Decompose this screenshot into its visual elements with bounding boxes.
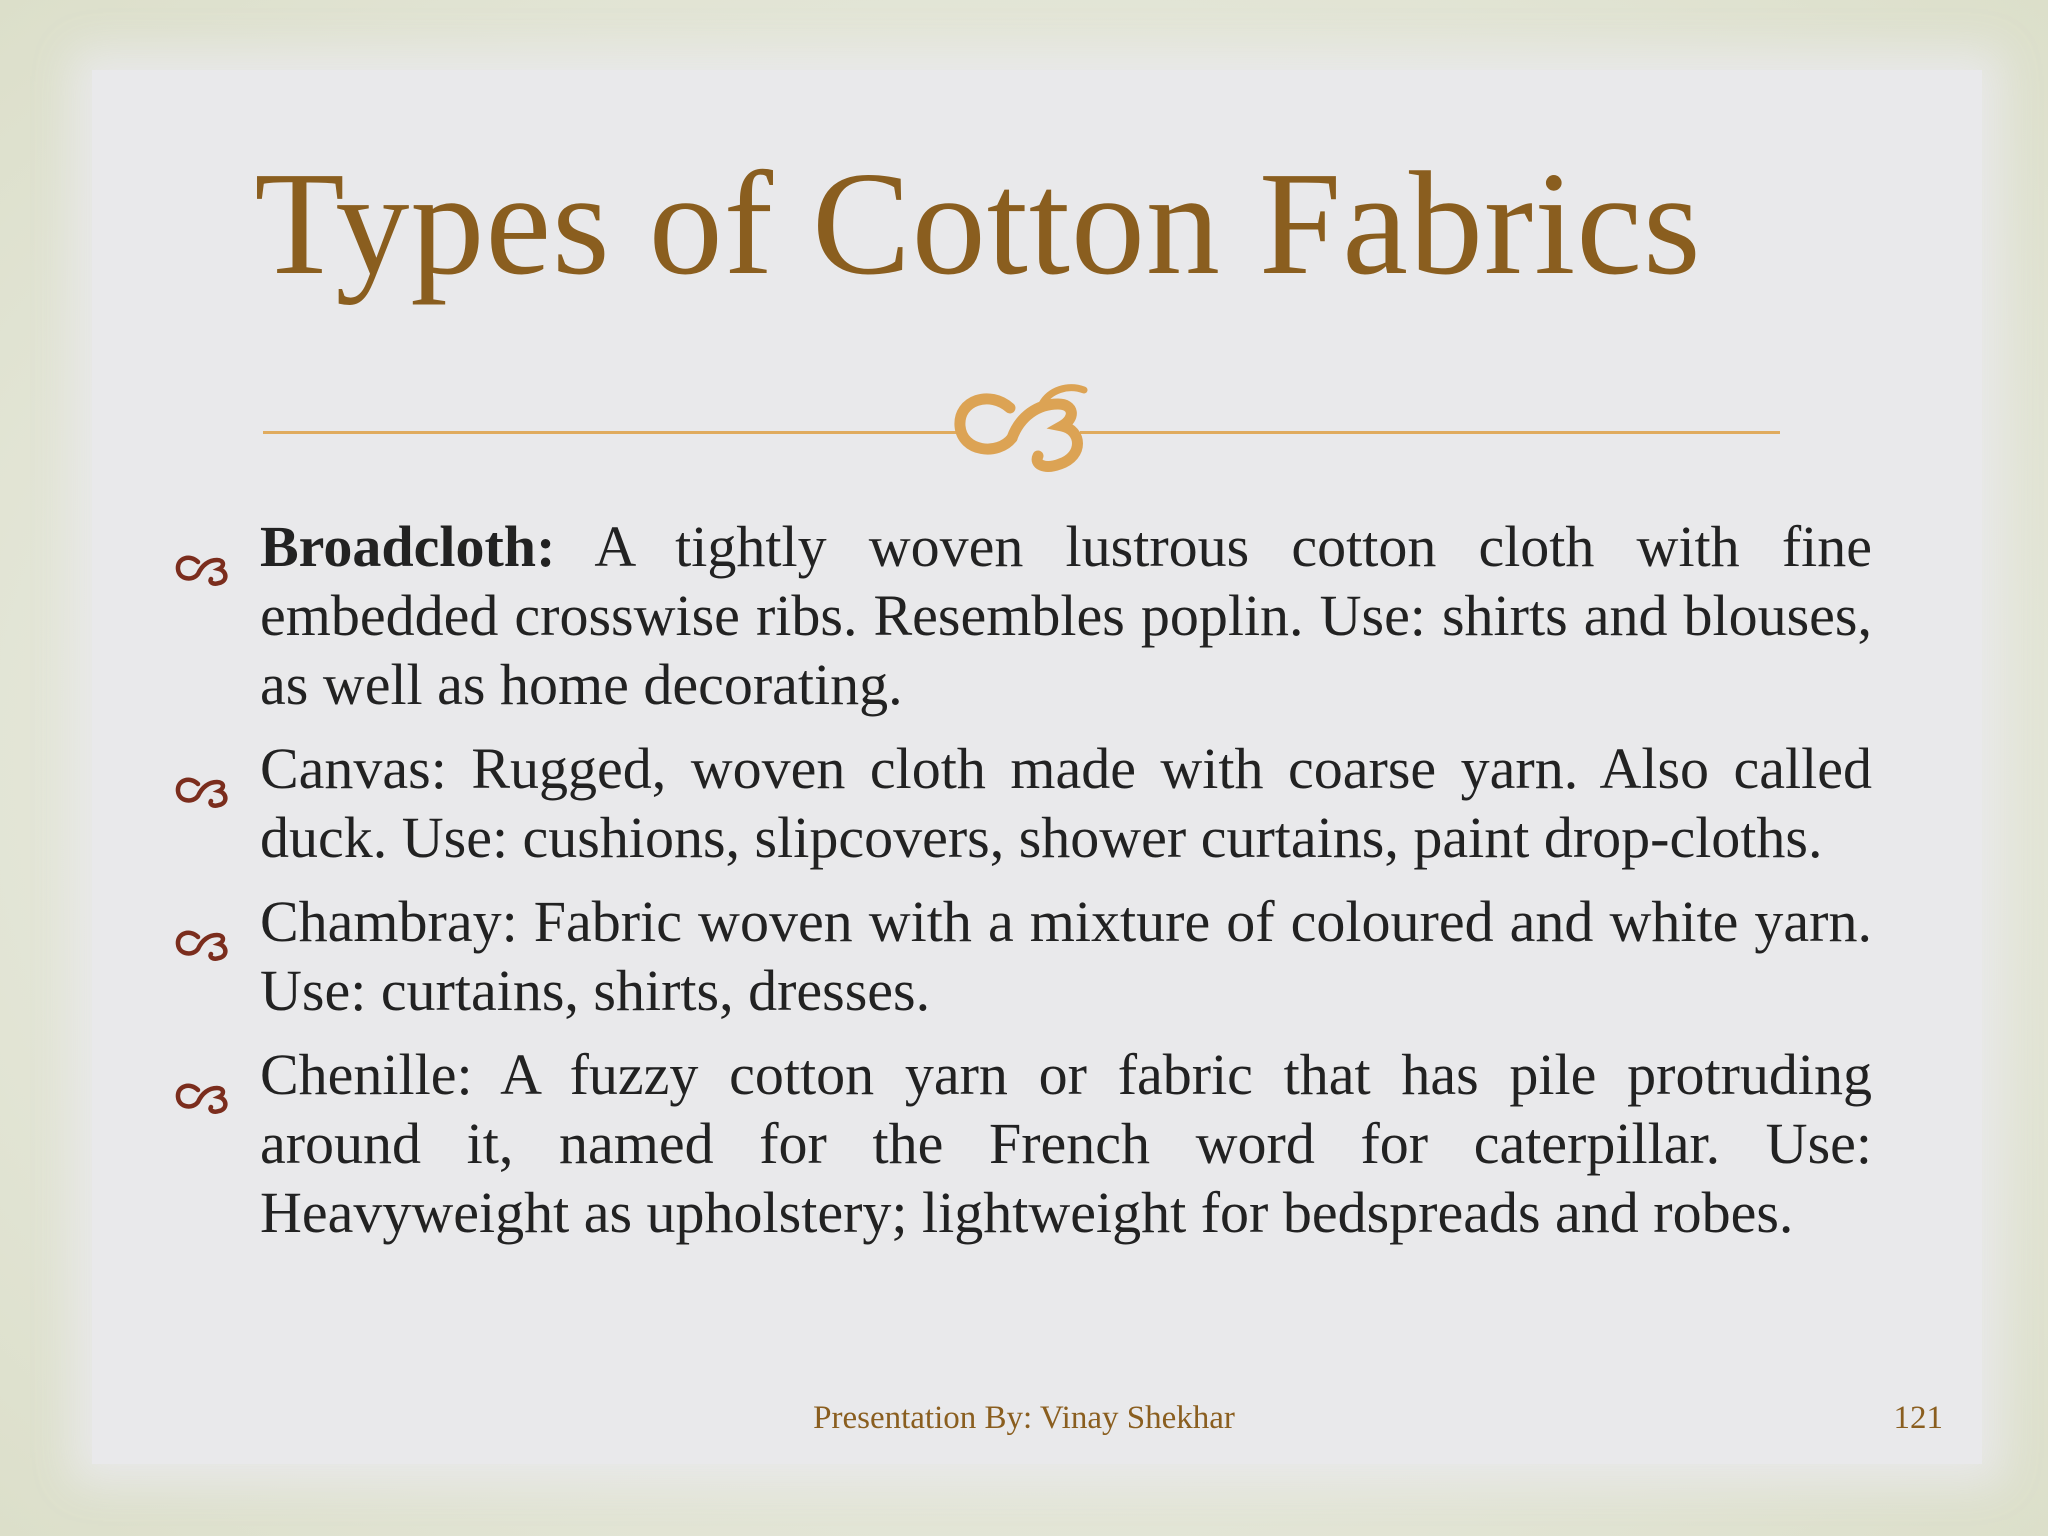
bullet-list bbox=[174, 512, 1872, 1262]
page-number: 121 bbox=[1893, 1400, 1943, 1436]
bullet-item-chambray bbox=[174, 887, 1872, 1025]
title-divider-right bbox=[1080, 431, 1780, 434]
bullet-text: Chenille: A fuzzy cotton yarn or fabric that has pile protruding around it, named for the French word for caterpillar. Use: Heavyweight as upholstery; lightweight for bedspreads and robes. bbox=[260, 1042, 1872, 1245]
swash-bullet-icon bbox=[174, 754, 234, 790]
bullet-text: A tightly woven lustrous cotton cloth with fine embedded crosswise ribs. Resembles poplin. Use: shirts and blouses, as well as home decorating. bbox=[260, 514, 1872, 717]
slide-title bbox=[0, 142, 2048, 306]
bullet-text: Chambray: Fabric woven with a mixture of coloured and white yarn. Use: curtains, shirts, dresses. bbox=[260, 889, 1872, 1023]
bullet-item-broadcloth bbox=[174, 512, 1872, 719]
bullet-text: Canvas: Rugged, woven cloth made with coarse yarn. Also called duck. Use: cushions, slipcovers, shower curtains, paint drop-cloths. bbox=[260, 736, 1872, 870]
bullet-term: Broadcloth: bbox=[260, 514, 556, 579]
bullet-item-chenille bbox=[174, 1040, 1872, 1247]
swash-ornament-icon bbox=[950, 360, 1100, 480]
title-divider-left bbox=[263, 431, 963, 434]
footer-author: Presentation By: Vinay Shekhar bbox=[813, 1400, 1235, 1436]
swash-bullet-icon bbox=[174, 532, 234, 568]
slide-title-text: Types of Cotton Fabrics bbox=[254, 142, 1702, 306]
bullet-item-canvas bbox=[174, 734, 1872, 872]
swash-bullet-icon bbox=[174, 1060, 234, 1096]
swash-bullet-icon bbox=[174, 907, 234, 943]
